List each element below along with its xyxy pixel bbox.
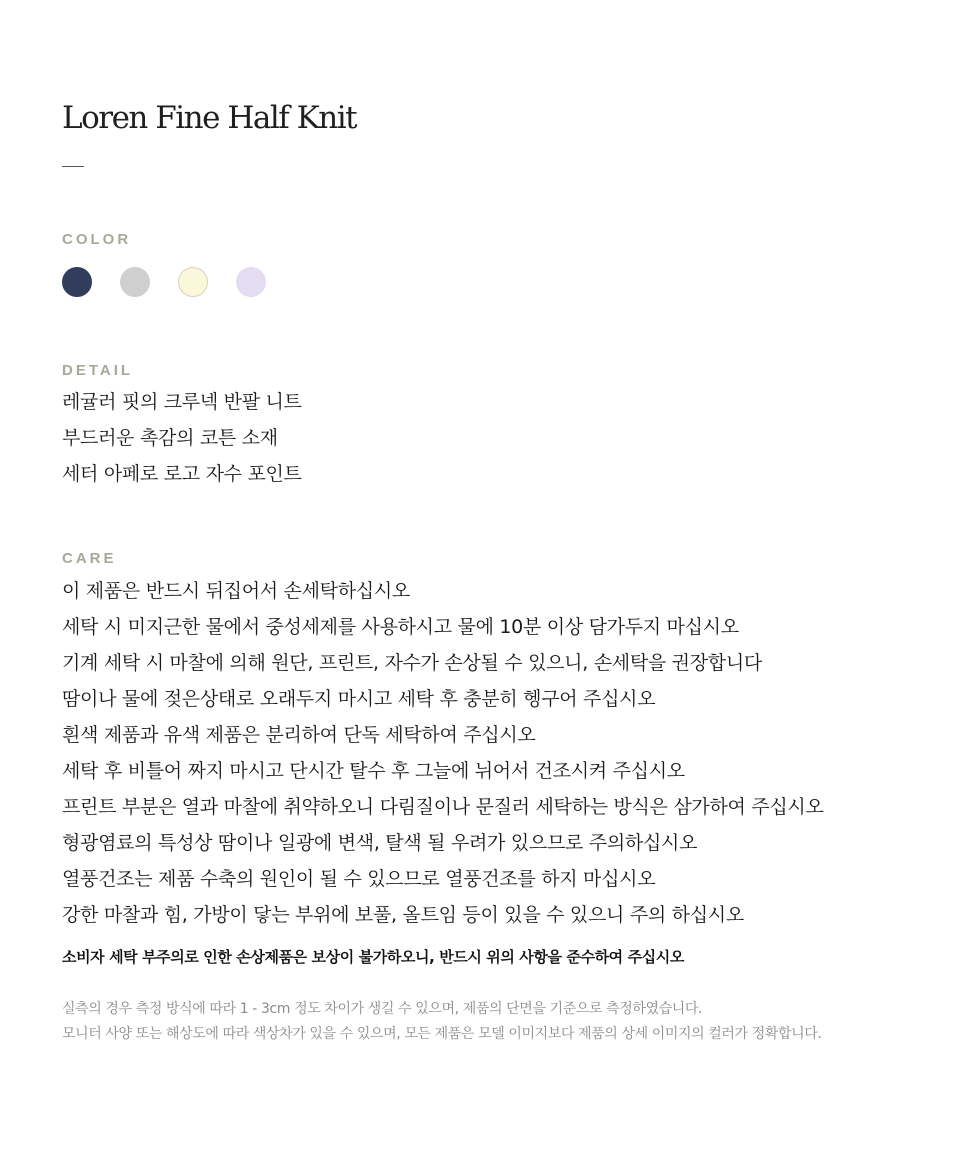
detail-item: 세터 아페로 로고 자수 포인트 xyxy=(62,463,302,485)
care-item: 세탁 시 미지근한 물에서 중성세제를 사용하시고 물에 10분 이상 담가두지 마십시오 xyxy=(62,616,739,638)
color-swatch-lavender[interactable] xyxy=(236,267,266,297)
care-item: 세탁 후 비틀어 짜지 마시고 단시간 탈수 후 그늘에 뉘어서 건조시켜 주십시오 xyxy=(62,760,685,782)
detail-item: 부드러운 촉감의 코튼 소재 xyxy=(62,427,278,449)
title-divider xyxy=(62,166,84,167)
color-section-label: COLOR xyxy=(62,231,132,248)
care-section-label: CARE xyxy=(62,550,117,567)
care-instructions-list xyxy=(62,573,824,933)
color-swatch-list xyxy=(62,267,266,297)
care-item: 강한 마찰과 힘, 가방이 닿는 부위에 보풀, 올트임 등이 있을 수 있으니 주의 하십시오 xyxy=(62,904,744,926)
care-item: 기계 세탁 시 마찰에 의해 원단, 프린트, 자수가 손상될 수 있으니, 손세탁을 권장합니다 xyxy=(62,652,762,674)
product-title: Loren Fine Half Knit xyxy=(62,100,357,136)
care-item: 땀이나 물에 젖은상태로 오래두지 마시고 세탁 후 충분히 헹구어 주십시오 xyxy=(62,688,656,710)
color-swatch-cream[interactable] xyxy=(178,267,208,297)
measurement-notes xyxy=(62,997,821,1047)
note-measurement: 실측의 경우 측정 방식에 따라 1 - 3cm 정도 차이가 생길 수 있으며, 제품의 단면을 기준으로 측정하였습니다. xyxy=(62,1001,703,1017)
care-warning-text: 소비자 세탁 부주의로 인한 손상제품은 보상이 불가하오니, 반드시 위의 사항을 준수하여 주십시오 xyxy=(62,948,684,966)
color-swatch-navy[interactable] xyxy=(62,267,92,297)
color-swatch-light-gray[interactable] xyxy=(120,267,150,297)
note-monitor-color: 모니터 사양 또는 해상도에 따라 색상차가 있을 수 있으며, 모든 제품은 모델 이미지보다 제품의 상세 이미지의 컬러가 정확합니다. xyxy=(62,1026,822,1042)
care-item: 열풍건조는 제품 수축의 원인이 될 수 있으므로 열풍건조를 하지 마십시오 xyxy=(62,868,656,890)
detail-item: 레귤러 핏의 크루넥 반팔 니트 xyxy=(62,391,302,413)
detail-list xyxy=(62,384,302,492)
care-item: 형광염료의 특성상 땀이나 일광에 변색, 탈색 될 우려가 있으므로 주의하십시오 xyxy=(62,832,698,854)
care-item: 흰색 제품과 유색 제품은 분리하여 단독 세탁하여 주십시오 xyxy=(62,724,536,746)
care-item: 프린트 부분은 열과 마찰에 취약하오니 다림질이나 문질러 세탁하는 방식은 삼가하여 주십시오 xyxy=(62,796,824,818)
care-item: 이 제품은 반드시 뒤집어서 손세탁하십시오 xyxy=(62,580,410,602)
detail-section-label: DETAIL xyxy=(62,362,134,379)
